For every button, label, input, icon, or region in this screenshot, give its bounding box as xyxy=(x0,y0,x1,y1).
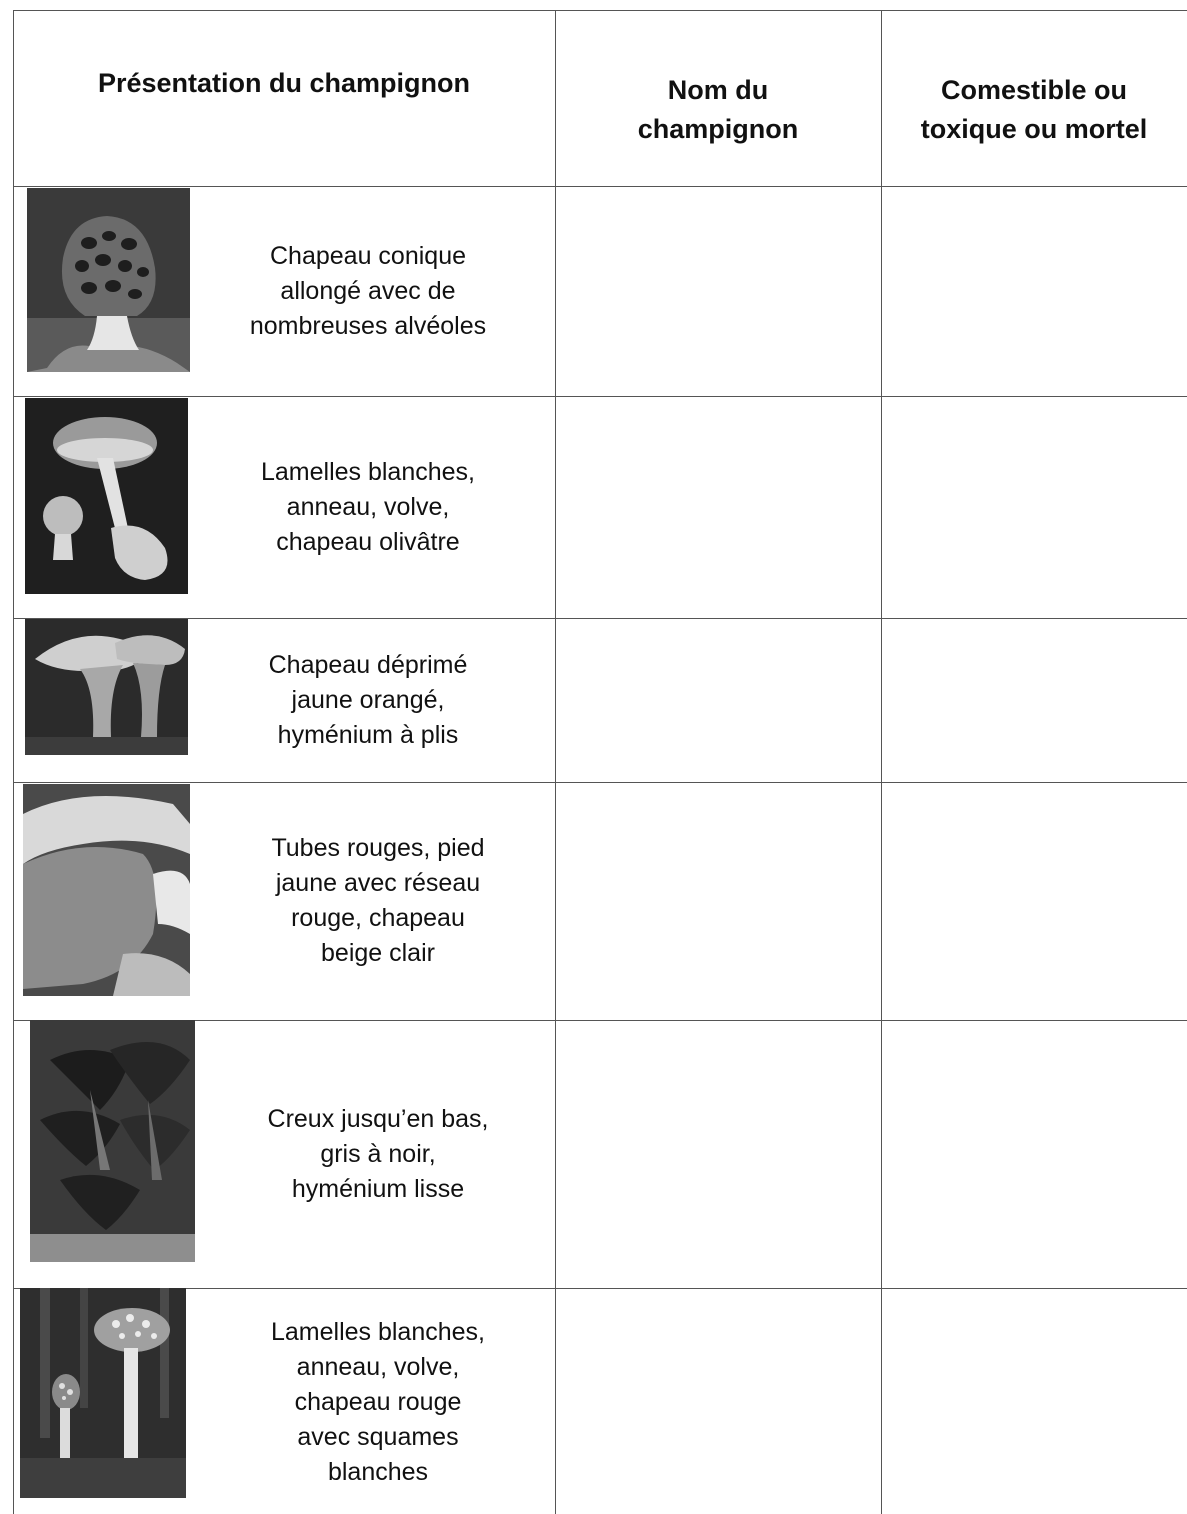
header-status-label: Comestible ou toxique ou mortel xyxy=(920,75,1148,144)
header-name xyxy=(555,68,881,152)
header-name-label: Nom du champignon xyxy=(637,75,799,144)
mushroom-identification-table xyxy=(13,10,1187,1514)
description-cell xyxy=(203,188,533,394)
description-cell xyxy=(213,784,543,1018)
death-cap-mushroom-photo xyxy=(25,398,188,594)
morel-mushroom-photo xyxy=(27,188,190,372)
name-answer-cell[interactable] xyxy=(557,620,879,780)
row-divider xyxy=(13,782,1187,783)
name-answer-cell[interactable] xyxy=(557,1022,879,1286)
horn-of-plenty-mushroom-photo xyxy=(30,1020,195,1262)
status-answer-cell[interactable] xyxy=(883,1022,1187,1286)
status-answer-cell[interactable] xyxy=(883,1290,1187,1514)
mushroom-description: Tubes rouges, pied jaune avec réseau rouge, chapeau beige clair xyxy=(271,834,485,967)
header-presentation xyxy=(13,58,555,108)
name-answer-cell[interactable] xyxy=(557,784,879,1018)
chanterelle-mushroom-photo xyxy=(25,619,188,755)
row-divider xyxy=(13,618,1187,619)
mushroom-description: Creux jusqu’en bas, gris à noir, hyménium lisse xyxy=(267,1104,489,1203)
fly-agaric-mushroom-photo xyxy=(20,1288,186,1498)
name-answer-cell[interactable] xyxy=(557,188,879,394)
name-answer-cell[interactable] xyxy=(557,1290,879,1514)
status-answer-cell[interactable] xyxy=(883,620,1187,780)
description-cell xyxy=(203,620,533,780)
table-border-left xyxy=(13,10,14,1514)
table-border-top xyxy=(13,10,1187,11)
name-answer-cell[interactable] xyxy=(557,398,879,616)
status-answer-cell[interactable] xyxy=(883,784,1187,1018)
header-presentation-label: Présentation du champignon xyxy=(97,67,471,98)
column-divider xyxy=(555,10,556,1514)
bolete-mushroom-photo xyxy=(23,784,190,996)
description-cell xyxy=(208,1022,548,1286)
status-answer-cell[interactable] xyxy=(883,188,1187,394)
description-cell xyxy=(213,1290,543,1514)
mushroom-description: Lamelles blanches, anneau, volve, chapeau olivâtre xyxy=(260,457,475,556)
mushroom-description: Chapeau déprimé jaune orangé, hyménium à plis xyxy=(268,650,468,749)
mushroom-description: Chapeau conique allongé avec de nombreuses alvéoles xyxy=(249,241,487,340)
column-divider xyxy=(881,10,882,1514)
row-divider xyxy=(13,186,1187,187)
row-divider xyxy=(13,396,1187,397)
status-answer-cell[interactable] xyxy=(883,398,1187,616)
mushroom-description: Lamelles blanches, anneau, volve, chapeau rouge avec squames blanches xyxy=(270,1317,485,1486)
description-cell xyxy=(203,398,533,616)
header-status xyxy=(881,68,1187,152)
row-divider xyxy=(13,1288,1187,1289)
